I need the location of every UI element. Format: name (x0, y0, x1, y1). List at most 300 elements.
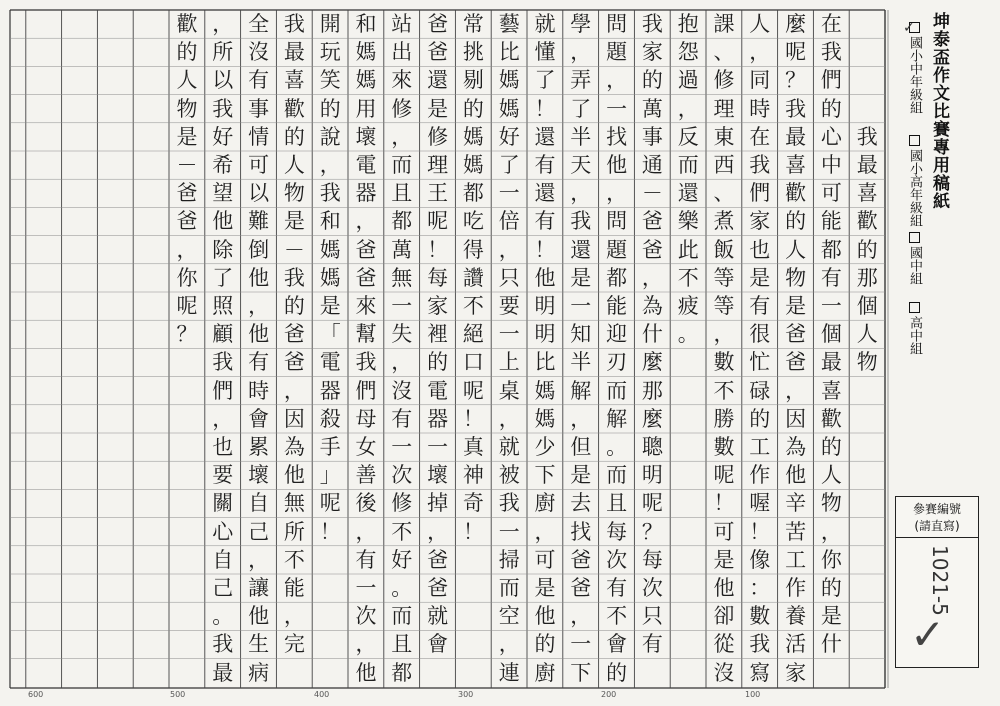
essay-char: 所 (212, 40, 234, 65)
essay-char: ， (570, 181, 592, 206)
essay-char: 好 (498, 124, 520, 149)
essay-char: ， (570, 40, 592, 65)
essay-char: 養 (785, 604, 807, 629)
essay-char: ， (498, 237, 520, 262)
essay-char: 和 (355, 12, 377, 36)
essay-char: 倒 (248, 237, 270, 262)
essay-char: 知 (570, 322, 592, 347)
essay-char: ， (749, 40, 771, 65)
essay-char: 是 (570, 463, 592, 488)
essay-char: 人 (785, 237, 807, 262)
essay-char: 而 (391, 153, 413, 177)
essay-char: 工 (785, 547, 807, 572)
essay-char: 而 (498, 576, 520, 600)
essay-char: 他 (248, 322, 270, 347)
scale-mark: 400 (314, 690, 330, 699)
essay-char: ， (427, 519, 449, 544)
essay-char: 一 (355, 576, 377, 600)
essay-char: 一 (391, 435, 413, 459)
essay-char: 人 (283, 153, 305, 177)
essay-char: ！ (462, 519, 484, 544)
essay-char: 物 (176, 96, 198, 121)
essay-char: 一 (498, 519, 520, 544)
essay-char: 電 (319, 350, 341, 375)
essay-char: － (641, 181, 663, 206)
essay-char: 還 (427, 68, 449, 93)
essay-char: ！ (319, 519, 341, 544)
essay-char: 他 (283, 463, 305, 488)
checkbox-icon (909, 135, 920, 146)
essay-char: 神 (462, 463, 484, 488)
essay-char: 我 (212, 96, 234, 121)
scale-mark: 600 (28, 690, 44, 699)
essay-char: 在 (749, 124, 771, 149)
essay-char: 刃 (606, 350, 628, 375)
essay-char: 他 (534, 604, 556, 629)
essay-char: 有 (391, 406, 413, 431)
essay-char: 懂 (534, 40, 556, 65)
essay-char: 有 (534, 209, 556, 234)
essay-char: 數 (713, 350, 735, 375)
essay-char: 比 (498, 40, 520, 65)
essay-char: 不 (606, 604, 628, 629)
essay-char: 媽 (498, 96, 520, 121)
essay-char: 次 (355, 604, 377, 629)
essay-char: 有 (820, 265, 842, 290)
essay-char: 爸 (570, 576, 592, 600)
essay-char: 後 (355, 491, 377, 516)
essay-char: 歡 (856, 209, 878, 234)
essay-char: 媽 (534, 406, 556, 431)
essay-char: ！ (713, 491, 735, 516)
essay-char: 讚 (462, 265, 484, 290)
essay-char: 而 (677, 153, 699, 177)
essay-char: 喜 (820, 378, 842, 403)
essay-char: 的 (283, 294, 305, 318)
essay-char: ， (606, 68, 628, 93)
essay-char: 物 (785, 265, 807, 290)
essay-char: 碌 (749, 378, 771, 403)
essay-char: 家 (785, 660, 807, 685)
essay-char: 完 (283, 632, 305, 657)
essay-char: 裡 (427, 322, 449, 347)
essay-char: ， (355, 519, 377, 544)
essay-char: 每 (427, 265, 449, 290)
essay-char: 因 (283, 406, 305, 431)
checked-mark-icon: ✓ (903, 20, 915, 36)
essay-char: 的 (820, 435, 842, 459)
essay-char: 自 (212, 547, 234, 572)
essay-char: 爸 (355, 265, 377, 290)
essay-char: 作 (749, 463, 771, 488)
essay-char: 修 (391, 491, 413, 516)
essay-char: 最 (820, 350, 842, 375)
essay-char: 找 (570, 519, 592, 544)
essay-char: 他 (534, 265, 556, 290)
essay-char: ， (498, 632, 520, 657)
essay-char: 反 (677, 124, 699, 149)
essay-char: 的 (820, 96, 842, 121)
essay-char: 沒 (391, 378, 413, 403)
essay-char: 什 (820, 632, 842, 657)
essay-char: 我 (641, 12, 663, 36)
essay-char: 明 (534, 294, 556, 318)
essay-char: 、 (713, 181, 735, 206)
essay-char: 那 (856, 265, 878, 290)
essay-char: 得 (462, 237, 484, 262)
essay-char: 個 (820, 322, 842, 347)
essay-char: 喜 (283, 68, 305, 93)
essay-char: 善 (355, 463, 377, 488)
essay-char: 媽 (319, 265, 341, 290)
essay-char: 吃 (462, 209, 484, 234)
category-junior-high[interactable]: 國中組 (902, 232, 924, 285)
essay-char: 半 (570, 350, 592, 375)
essay-char: 爸 (283, 350, 305, 375)
paper-title: 坤泰盃作文比賽專用稿紙 (929, 12, 949, 210)
essay-char: 好 (391, 547, 413, 572)
essay-char: 也 (212, 435, 234, 459)
essay-char: 有 (248, 68, 270, 93)
essay-char: 有 (355, 547, 377, 572)
essay-char: 而 (391, 604, 413, 629)
essay-char: 媽 (462, 153, 484, 177)
essay-char: 所 (283, 519, 305, 544)
essay-char: 解 (606, 406, 628, 431)
essay-char: 的 (785, 209, 807, 234)
essay-char: 器 (319, 378, 341, 403)
essay-char: 物 (820, 491, 842, 516)
essay-char: 喜 (856, 181, 878, 206)
essay-char: 歡 (176, 12, 198, 36)
essay-char: 他 (212, 209, 234, 234)
essay-char: 明 (534, 322, 556, 347)
essay-char: 等 (713, 294, 735, 318)
essay-char: 真 (462, 435, 484, 459)
essay-char: 什 (641, 322, 663, 347)
essay-char: 迎 (606, 322, 628, 347)
essay-char: 很 (749, 322, 771, 347)
essay-char: 理 (713, 96, 735, 121)
essay-char: ， (248, 547, 270, 572)
essay-char: 生 (248, 632, 270, 657)
essay-char: 工 (749, 435, 771, 459)
essay-char: 的 (820, 576, 842, 600)
essay-char: 倍 (498, 209, 520, 234)
essay-char: 下 (570, 660, 592, 685)
essay-char: 口 (462, 350, 484, 375)
essay-char: 且 (391, 632, 413, 657)
essay-char: 奇 (462, 491, 484, 516)
essay-char: 東 (713, 124, 735, 149)
essay-char: 但 (570, 435, 592, 459)
entry-number[interactable]: 1021-5 (928, 545, 952, 616)
category-upper-elementary[interactable]: 國小高年級組 (902, 135, 924, 227)
essay-char: ， (641, 265, 663, 290)
essay-char: 能 (283, 576, 305, 600)
essay-char: 不 (462, 294, 484, 318)
essay-char: ， (212, 12, 234, 36)
essay-char: 無 (391, 265, 413, 290)
essay-char: 呢 (427, 209, 449, 234)
essay-char: 一 (498, 322, 520, 347)
essay-char: 爸 (641, 209, 663, 234)
scale-mark: 200 (601, 690, 617, 699)
essay-char: 自 (248, 491, 270, 516)
essay-char: 爸 (570, 547, 592, 572)
essay-char: 不 (391, 519, 413, 544)
essay-char: ， (570, 604, 592, 629)
essay-char: 次 (641, 576, 663, 600)
essay-char: 。 (391, 576, 413, 600)
essay-char: 。 (212, 604, 234, 629)
essay-char: 他 (355, 660, 377, 685)
essay-char: 是 (534, 576, 556, 600)
essay-char: 媽 (498, 68, 520, 93)
essay-char: 麼 (641, 350, 663, 375)
essay-char: 掉 (427, 491, 449, 516)
essay-char: 是 (319, 294, 341, 318)
essay-char: 玩 (319, 40, 341, 65)
essay-char: 要 (498, 294, 520, 318)
essay-char: 次 (391, 463, 413, 488)
essay-char: ， (391, 124, 413, 149)
scale-mark: 300 (458, 690, 474, 699)
essay-char: 上 (498, 350, 520, 375)
essay-char: 能 (820, 209, 842, 234)
essay-char: 可 (713, 519, 735, 544)
essay-char: 照 (212, 294, 234, 318)
essay-char: 連 (498, 660, 520, 685)
essay-char: 飯 (713, 237, 735, 262)
essay-char: 手 (319, 435, 341, 459)
essay-char: 還 (570, 237, 592, 262)
essay-char: 學 (570, 12, 592, 36)
essay-char: 媽 (462, 124, 484, 149)
essay-char: 我 (283, 265, 305, 290)
essay-char: 我 (498, 491, 520, 516)
essay-char: 們 (355, 378, 377, 403)
essay-char: 中 (820, 153, 842, 177)
essay-char: ？ (176, 322, 198, 347)
essay-char: 的 (176, 40, 198, 65)
essay-char: 以 (212, 68, 234, 93)
essay-char: 一 (570, 632, 592, 657)
check-mark-icon: ✓ (910, 610, 946, 659)
essay-char: 呢 (785, 40, 807, 65)
essay-char: 除 (212, 237, 234, 262)
essay-char: 笑 (319, 68, 341, 93)
essay-char: ！ (749, 519, 771, 544)
essay-char: 題 (606, 40, 628, 65)
essay-char: 爸 (427, 547, 449, 572)
category-mid-elementary[interactable]: 國小中年級組 (902, 22, 924, 114)
essay-char: 的 (427, 350, 449, 375)
essay-char: 他 (248, 604, 270, 629)
essay-char: 少 (534, 435, 556, 459)
essay-char: 呢 (176, 294, 198, 318)
essay-char: 心 (820, 124, 842, 149)
essay-char: 家 (749, 209, 771, 234)
essay-char: 我 (212, 632, 234, 657)
essay-char: 是 (713, 547, 735, 572)
essay-char: 顧 (212, 322, 234, 347)
essay-char: 還 (534, 124, 556, 149)
essay-char: 的 (534, 632, 556, 657)
essay-char: 幫 (355, 322, 377, 347)
scale-mark: 100 (745, 690, 761, 699)
essay-char: ！ (427, 237, 449, 262)
essay-char: 都 (606, 265, 628, 290)
essay-char: 解 (570, 378, 592, 403)
essay-char: 「 (319, 322, 341, 347)
essay-char: 辛 (785, 491, 807, 516)
essay-char: 像 (749, 547, 771, 572)
essay-char: 爸 (427, 576, 449, 600)
essay-char: 次 (606, 547, 628, 572)
essay-char: 為 (785, 435, 807, 459)
essay-char: 全 (248, 12, 270, 36)
essay-char: 殺 (319, 406, 341, 431)
essay-char: 時 (248, 378, 270, 403)
essay-char: ， (606, 181, 628, 206)
essay-char: 我 (283, 12, 305, 36)
essay-char: 爸 (355, 237, 377, 262)
essay-char: 題 (606, 237, 628, 262)
essay-char: 等 (713, 265, 735, 290)
category-senior-high[interactable]: 高中組 (902, 302, 924, 355)
essay-char: 沒 (248, 40, 270, 65)
essay-char: 能 (606, 294, 628, 318)
essay-char: 苦 (785, 519, 807, 544)
essay-char: 為 (283, 435, 305, 459)
essay-char: 是 (570, 265, 592, 290)
essay-char: 失 (391, 322, 413, 347)
essay-char: 爸 (283, 322, 305, 347)
essay-char: 情 (248, 124, 270, 149)
essay-char: 母 (355, 406, 377, 431)
essay-char: 爸 (641, 237, 663, 262)
essay-char: 是 (820, 604, 842, 629)
essay-char: 他 (785, 463, 807, 488)
essay-char: 樂 (677, 209, 699, 234)
scale-mark: 500 (170, 690, 186, 699)
essay-char: ， (391, 350, 413, 375)
essay-char: 問 (606, 12, 628, 36)
essay-char: 的 (462, 96, 484, 121)
essay-char: 那 (641, 378, 663, 403)
essay-char: ， (283, 378, 305, 403)
essay-char: 疲 (677, 294, 699, 318)
essay-char: 我 (785, 96, 807, 121)
essay-char: 萬 (641, 96, 663, 121)
essay-char: 你 (176, 265, 198, 290)
essay-char: 勝 (713, 406, 735, 431)
essay-char: 了 (212, 265, 234, 290)
essay-char: 們 (820, 68, 842, 93)
essay-char: 不 (713, 378, 735, 403)
essay-char: 天 (570, 153, 592, 177)
essay-char: 關 (212, 491, 234, 516)
essay-char: 電 (355, 153, 377, 177)
essay-char: 他 (606, 153, 628, 177)
essay-char: 家 (427, 294, 449, 318)
essay-char: 找 (606, 124, 628, 149)
essay-char: 」 (319, 463, 341, 488)
essay-char: ， (820, 519, 842, 544)
essay-char: 比 (534, 350, 556, 375)
essay-char: 而 (606, 378, 628, 403)
essay-char: 爸 (176, 181, 198, 206)
essay-char: 物 (856, 350, 878, 375)
essay-char: 了 (534, 68, 556, 93)
essay-char: 讓 (248, 576, 270, 600)
essay-char: 以 (248, 181, 270, 206)
essay-char: 家 (641, 40, 663, 65)
essay-char: 他 (713, 576, 735, 600)
essay-char: 壞 (427, 463, 449, 488)
essay-char: ？ (785, 68, 807, 93)
essay-char: 的 (641, 68, 663, 93)
essay-char: 難 (248, 209, 270, 234)
essay-char: 己 (248, 519, 270, 544)
essay-char: 一 (820, 294, 842, 318)
essay-char: 時 (749, 96, 771, 121)
essay-char: 用 (355, 96, 377, 121)
essay-char: 都 (391, 209, 413, 234)
essay-char: 事 (641, 124, 663, 149)
essay-char: 女 (355, 435, 377, 459)
essay-char: 抱 (677, 12, 699, 36)
essay-char: 壞 (248, 463, 270, 488)
essay-char: 藝 (498, 12, 520, 36)
essay-char: 是 (749, 265, 771, 290)
essay-char: 呢 (713, 463, 735, 488)
essay-char: 半 (570, 124, 592, 149)
essay-char: 來 (391, 68, 413, 93)
essay-char: 課 (713, 12, 735, 36)
essay-char: 人 (820, 463, 842, 488)
essay-char: 空 (498, 604, 520, 629)
essay-char: 我 (856, 124, 878, 149)
essay-char: 西 (713, 153, 735, 177)
essay-char: 明 (641, 463, 663, 488)
essay-char: 人 (749, 12, 771, 36)
essay-char: 數 (749, 604, 771, 629)
essay-char: 累 (248, 435, 270, 459)
essay-char: 媽 (534, 378, 556, 403)
essay-char: 我 (570, 209, 592, 234)
essay-char: 且 (606, 491, 628, 516)
essay-char: 活 (785, 632, 807, 657)
essay-char: 同 (749, 68, 771, 93)
essay-char: ， (785, 378, 807, 403)
entry-label: 參賽編號 (912, 502, 961, 516)
essay-char: 你 (820, 547, 842, 572)
essay-char: 個 (856, 294, 878, 318)
essay-char: 媽 (355, 68, 377, 93)
essay-char: 歡 (283, 96, 305, 121)
essay-char: 作 (785, 576, 807, 600)
essay-char: 聰 (641, 435, 663, 459)
essay-char: 的 (856, 237, 878, 262)
essay-char: 己 (212, 576, 234, 600)
essay-char: 們 (212, 378, 234, 403)
essay-char: 弄 (570, 68, 592, 93)
essay-char: 常 (462, 12, 484, 36)
essay-char: 爸 (176, 209, 198, 234)
essay-char: 每 (641, 547, 663, 572)
